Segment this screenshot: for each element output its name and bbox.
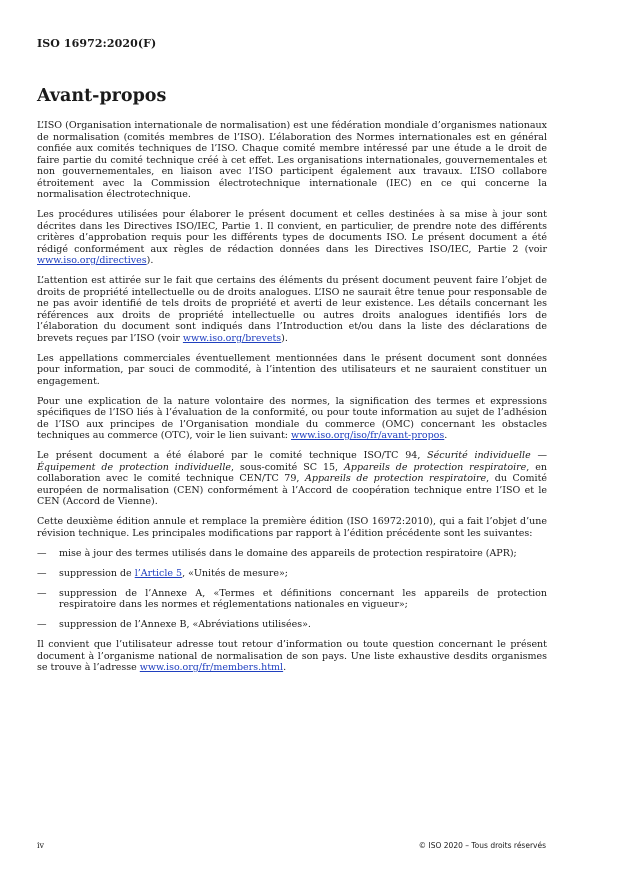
foreword-body — [37, 120, 547, 682]
subcommittee-title-italic: Appareils de protection respiratoire — [344, 461, 527, 473]
paragraph-procedures-text: Les procédures utilisées pour élaborer le présent document et celles destinées à sa mise à jour sont décrites dans les Directives ISO/IEC, Partie 1. Il convient, en particulier, de prendre note des différents critères d’approbation requis pour les différents types de documents ISO. Le présent document a été rédigé conformément aux règles de rédaction données dans les Directives ISO/IEC, Partie 2 (voir — [37, 209, 547, 255]
dash-bullet: — — [37, 567, 47, 579]
committee-text-e: , en collaboration avec le comité technique CEN/TC 79, — [37, 461, 548, 484]
directives-link[interactable]: www.iso.org/directives — [37, 255, 147, 266]
list-item-text: mise à jour des termes utilisés dans le domaine des appareils de protection respiratoire (APR); — [59, 547, 517, 559]
list-item — [37, 548, 547, 560]
copyright-notice: © ISO 2020 – Tous droits réservés — [418, 841, 546, 850]
paragraph-patents-text: L’attention est attirée sur le fait que certains des éléments du présent document peuvent faire l’objet de droits de propriété intellectuelle ou de droits analogues. L’ISO ne saurait être tenue pour responsable de ne pas avoir identifié de tels droits de propriété et averti de leur existence. Les détails concernant les références aux droits de propriété intellectuelle ou autres droits analogues identifiés lors de l’élaboration du document sont indiqués dans l’Introduction et/ou dans la liste des déclarations de brevets reçues par l’ISO (voir — [37, 275, 547, 344]
members-link[interactable]: www.iso.org/fr/members.html — [139, 662, 284, 673]
paragraph-feedback — [37, 639, 547, 674]
list-item — [37, 568, 547, 580]
paragraph-voluntary-text: Pour une explication de la nature volontaire des normes, la signification des termes et expressions spécifiques de l’ISO liés à l’évaluation de la conformité, ou pour toute information au sujet de l’adhésion de l’ISO aux principes de l’Organisation mondiale du commerce (OMC) concernant les obstacles techniques au commerce (OTC), voir le lien suivant: — [37, 395, 547, 441]
dash-bullet: — — [37, 547, 47, 559]
paragraph-procedures — [37, 209, 547, 267]
changes-list — [37, 548, 547, 631]
patents-link[interactable]: www.iso.org/brevets — [182, 332, 282, 344]
committee-text-c: , sous-comité SC 15, — [231, 461, 345, 473]
document-id-header: ISO 16972:2020(F) — [37, 37, 157, 50]
dash-bullet: — — [37, 619, 47, 630]
paragraph-edition: Cette deuxième édition annule et remplace la première édition (ISO 16972:2010), qui a fait l’objet d’une révision technique. Les principales modifications par rapport à l’édition précédente sont les suivantes: — [37, 516, 547, 539]
page-number: iv — [37, 841, 45, 850]
paragraph-patents — [37, 275, 547, 344]
foreword-link[interactable]: www.iso.org/iso/fr/avant-propos — [291, 430, 445, 441]
list-item-text: suppression de l’Annexe A, «Termes et définitions concernant les appareils de protection respiratoire dans les normes et réglementations nationales en vigueur»; — [59, 587, 547, 610]
list-item-text-end: , «Unités de mesure»; — [182, 567, 288, 579]
list-item-text: suppression de — [59, 567, 135, 579]
committee-title-italic: Sécurité individuelle — Équipement de protection individuelle — [37, 450, 547, 473]
committee-text-a: Le présent document a été élaboré par le comité technique ISO/TC 94, — [37, 450, 428, 461]
article-5-link[interactable]: l’Article 5 — [134, 567, 183, 579]
paragraph-procedures-end: ). — [146, 255, 154, 266]
paragraph-iso-intro: L’ISO (Organisation internationale de normalisation) est une fédération mondiale d’organismes nationaux de normalisation (comités membres de l’ISO). L’élaboration des Normes internationales est en général confiée aux comités techniques de l’ISO. Chaque comité membre intéressé par une étude a le droit de faire partie du comité technique créé à cet effet. Les organisations internationales, gouvernementales et non gouvernementales, en liaison avec l’ISO participent également aux travaux. L’ISO collabore étroitement avec la Commission électrotechnique internationale (IEC) en ce qui concerne la normalisation électrotechnique. — [37, 120, 547, 200]
paragraph-patents-end: ). — [281, 332, 288, 344]
dash-bullet: — — [37, 587, 47, 599]
cen-committee-title-italic: Appareils de protection respiratoire — [305, 473, 487, 484]
list-item-text: suppression de l’Annexe B, «Abréviations utilisées». — [59, 619, 311, 630]
paragraph-feedback-end: . — [283, 662, 287, 673]
list-item — [37, 619, 547, 631]
paragraph-committee — [37, 450, 547, 508]
paragraph-voluntary-nature — [37, 396, 547, 442]
paragraph-voluntary-end: . — [444, 430, 448, 441]
list-item — [37, 588, 547, 611]
section-title: Avant-propos — [37, 86, 167, 106]
paragraph-feedback-text: Il convient que l’utilisateur adresse tout retour d’information ou toute question concernant le présent document à l’organisme national de normalisation de son pays. Une liste exhaustive desdits organismes se trouve à l’adresse — [37, 639, 547, 673]
committee-text-g: , du Comité européen de normalisation (CEN) conformément à l’Accord de coopération technique entre l’ISO et le CEN (Accord de Vienne). — [37, 473, 548, 507]
paragraph-trade-names: Les appellations commerciales éventuellement mentionnées dans le présent document sont données pour information, par souci de commodité, à l’intention des utilisateurs et ne sauraient constituer un engagement. — [37, 352, 547, 387]
